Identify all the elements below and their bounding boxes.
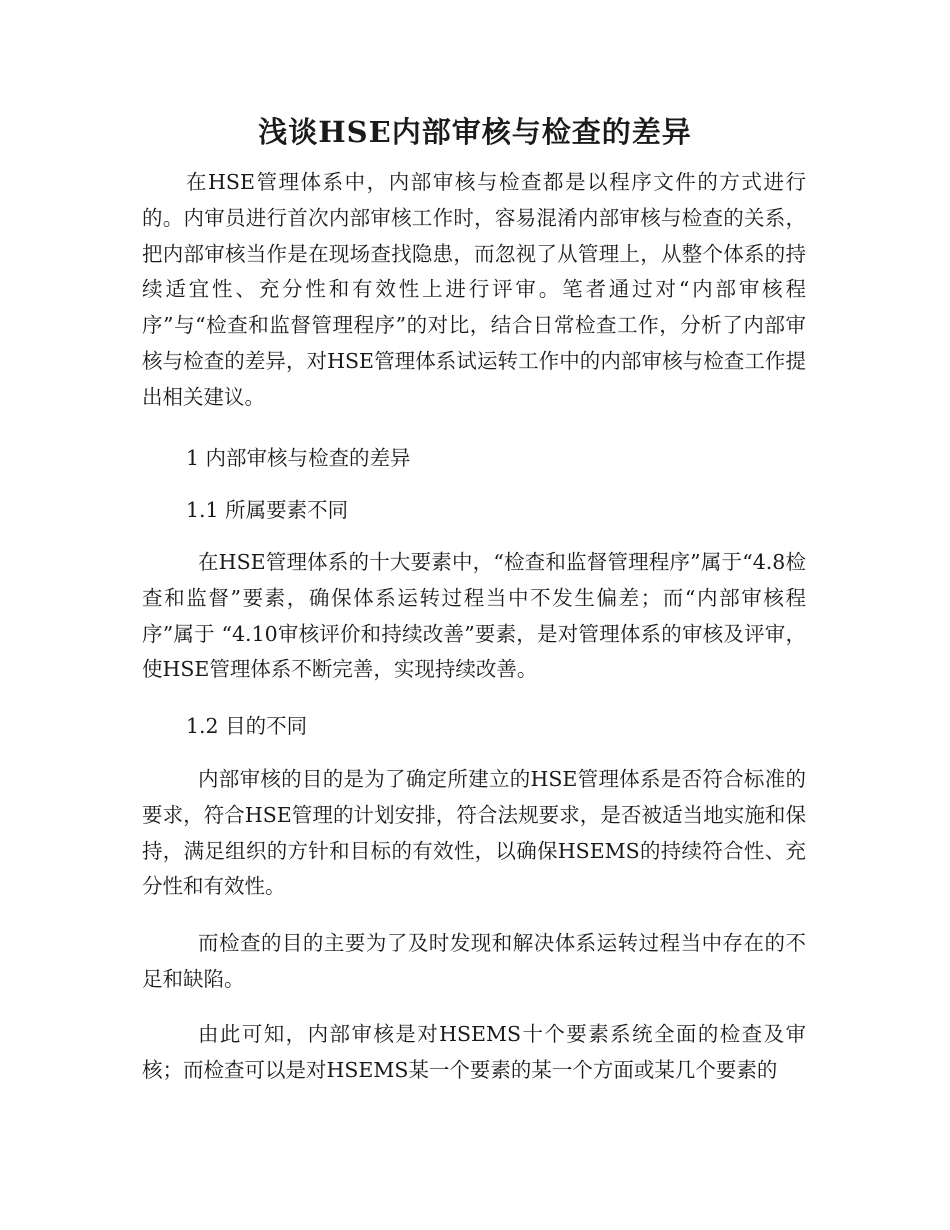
- page-title: 浅谈HSE内部审核与检查的差异: [258, 115, 692, 149]
- section-heading-1-1: 1.1 所属要素不同: [186, 498, 349, 522]
- section-1-2-paragraph-3: 由此可知，内部审核是对HSEMS十个要素系统全面的检查及审核；而检查可以是对HSEMS某一个要素的某一个方面或某几个要素的: [142, 1022, 806, 1082]
- section-heading-1-2: 1.2 目的不同: [186, 714, 308, 738]
- section-heading-1: 1 内部审核与检查的差异: [186, 446, 411, 470]
- section-1-1-paragraph: 在HSE管理体系的十大要素中，“检查和监督管理程序”属于“4.8检查和监督”要素，确保体系运转过程当中不发生偏差；而“内部审核程序”属于 “4.10审核评价和持续改善”要素，是对管理体系的审核及评审，使HSE管理体系不断完善，实现持续改善。: [142, 550, 806, 682]
- section-1-2-paragraph-2: 而检查的目的主要为了及时发现和解决体系运转过程当中存在的不足和缺陷。: [142, 931, 806, 991]
- intro-paragraph: 在HSE管理体系中，内部审核与检查都是以程序文件的方式进行的。内审员进行首次内部审核工作时，容易混淆内部审核与检查的关系，把内部审核当作是在现场查找隐患，而忽视了从管理上，从整个体系的持续适宜性、充分性和有效性上进行评审。笔者通过对“内部审核程序”与“检查和监督管理程序”的对比，结合日常检查工作，分析了内部审核与检查的差异，对HSE管理体系试运转工作中的内部审核与检查工作提出相关建议。: [142, 170, 806, 409]
- section-1-2-paragraph-1: 内部审核的目的是为了确定所建立的HSE管理体系是否符合标准的要求，符合HSE管理的计划安排，符合法规要求，是否被适当地实施和保持，满足组织的方针和目标的有效性，以确保HSEMS的持续符合性、充分性和有效性。: [142, 767, 806, 899]
